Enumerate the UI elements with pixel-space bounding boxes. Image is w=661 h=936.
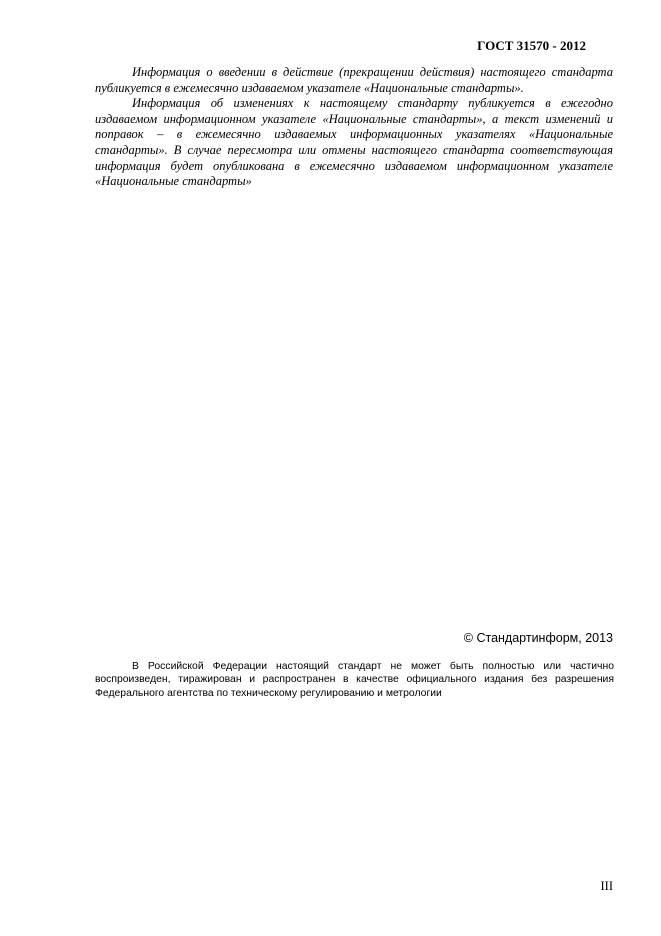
reproduction-notice bbox=[95, 660, 614, 700]
document-header-code: ГОСТ 31570 - 2012 bbox=[477, 38, 586, 53]
publication-info-block bbox=[95, 65, 613, 190]
copyright-line: © Стандартинформ, 2013 bbox=[463, 631, 613, 645]
reproduction-notice-text: В Российской Федерации настоящий стандарт не может быть полностью или частично воспроизведен, тиражирован и распространен в качестве официального издания без разрешения Федерального агентства по техническому регулированию и метрологии bbox=[95, 661, 614, 699]
info-paragraph-amendments: Информация об изменениях к настоящему стандарту публикуется в ежегодно издаваемом информационном указателе «Национальные стандарты», а текст изменений и поправок – в ежемесячно издаваемых информационных указателях «Национальные стандарты». В случае пересмотра или отмены настоящего стандарта соответствующая информация будет опубликована в ежемесячно издаваемом информационном указателе «Национальные стандарты» bbox=[95, 96, 613, 189]
page-number: III bbox=[600, 879, 613, 893]
info-paragraph-enactment: Информация о введении в действие (прекращении действия) настоящего стандарта публикуется в ежемесячно издаваемом указателе «Национальные стандарты». bbox=[95, 65, 613, 95]
